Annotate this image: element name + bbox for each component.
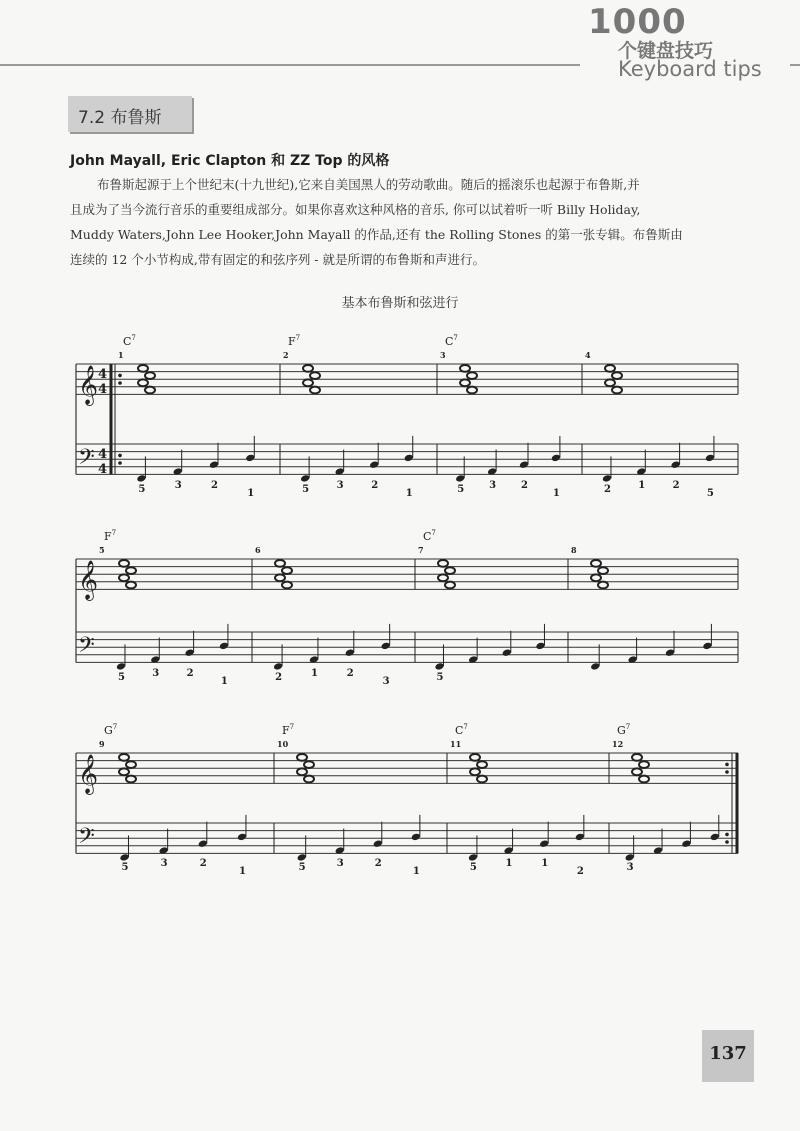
chord-symbol: $F^7$: [104, 529, 117, 543]
treble-note: [303, 379, 313, 386]
treble-note: [119, 560, 129, 567]
time-signature-bottom: 4: [98, 462, 108, 477]
fingering-number: 1: [505, 858, 513, 869]
measure-number: 12: [612, 739, 624, 749]
treble-note: [126, 567, 136, 574]
fingering-number: 5: [138, 484, 146, 495]
paragraph-line: 布鲁斯起源于上个世纪末(十九世纪),它来自美国黑人的劳动歌曲。随后的摇滚乐也起源于布鲁斯,并: [97, 177, 640, 192]
chord-symbol: $F^7$: [288, 334, 301, 348]
fingering-number: 1: [405, 488, 413, 499]
treble-note: [438, 560, 448, 567]
fingering-number: 2: [275, 672, 283, 683]
measure-number: 6: [255, 545, 261, 555]
fingering-number: 3: [382, 676, 390, 687]
figure-title: 基本布鲁斯和弦进行: [341, 296, 459, 311]
treble-note: [297, 754, 307, 761]
measure-number: 2: [283, 350, 289, 360]
fingering-number: 3: [152, 668, 160, 679]
treble-note: [598, 582, 608, 589]
treble-note: [460, 379, 470, 386]
treble-note: [119, 574, 129, 581]
header-title-en: Keyboard tips: [618, 57, 762, 81]
fingering-number: 5: [298, 862, 306, 873]
fingering-number: 1: [310, 668, 318, 679]
chord-symbol: $C^7$: [445, 334, 458, 348]
treble-note: [304, 761, 314, 768]
treble-note: [138, 365, 148, 372]
bass-clef-icon: 𝄢: [78, 824, 95, 854]
fingering-number: 3: [336, 480, 344, 491]
time-signature-top: 4: [98, 367, 108, 382]
fingering-number: 2: [603, 484, 611, 495]
measure-number: 10: [277, 739, 289, 749]
fingering-number: 5: [121, 862, 129, 873]
bass-clef-icon: 𝄢: [78, 633, 95, 663]
paragraph-line: 连续的 12 个小节构成,带有固定的和弦序列 - 就是所谓的布鲁斯和声进行。: [70, 252, 485, 267]
fingering-number: 2: [672, 480, 680, 491]
fingering-number: 1: [541, 858, 549, 869]
fingering-number: 3: [489, 480, 497, 491]
treble-note: [310, 372, 320, 379]
treble-clef-icon: 𝄞: [78, 754, 99, 794]
fingering-number: 1: [247, 488, 255, 499]
score-system: [76, 559, 738, 671]
fingering-number: 3: [174, 480, 182, 491]
measure-number: 5: [99, 545, 105, 555]
header-number: 1000: [588, 2, 687, 42]
treble-note: [145, 372, 155, 379]
fingering-number: 5: [706, 488, 714, 499]
treble-note: [632, 754, 642, 761]
time-signature-top: 4: [98, 447, 108, 462]
fingering-number: 3: [160, 858, 168, 869]
fingering-number: 5: [469, 862, 477, 873]
page-number: 137: [709, 1043, 747, 1064]
fingering-number: 1: [552, 488, 560, 499]
fingering-number: 2: [186, 668, 194, 679]
treble-note: [282, 567, 292, 574]
fingering-number: 5: [457, 484, 465, 495]
treble-note: [145, 387, 155, 394]
repeat-dot: [725, 770, 729, 774]
treble-note: [304, 776, 314, 783]
treble-note: [639, 776, 649, 783]
fingering-number: 5: [436, 672, 444, 683]
fingering-number: 1: [238, 866, 246, 877]
measure-number: 9: [99, 739, 105, 749]
chord-symbol: $C^7$: [455, 723, 468, 737]
measure-number: 8: [571, 545, 577, 555]
treble-note: [477, 776, 487, 783]
repeat-dot: [725, 840, 729, 844]
page-number-box: [702, 1030, 754, 1082]
fingering-number: 2: [199, 858, 207, 869]
treble-note: [605, 379, 615, 386]
fingering-number: 2: [521, 480, 528, 491]
measure-number: 3: [440, 350, 446, 360]
treble-note: [591, 560, 601, 567]
treble-note: [275, 560, 285, 567]
treble-note: [605, 365, 615, 372]
repeat-dot: [118, 461, 122, 465]
treble-note: [438, 574, 448, 581]
fingering-number: 1: [412, 866, 420, 877]
treble-note: [445, 582, 455, 589]
measure-number: 7: [418, 545, 424, 555]
repeat-dot: [725, 833, 729, 837]
treble-note: [467, 372, 477, 379]
chord-symbol: $C^7$: [123, 334, 136, 348]
treble-note: [126, 582, 136, 589]
treble-note: [591, 574, 601, 581]
measure-number: 11: [450, 739, 462, 749]
time-signature-bottom: 4: [98, 382, 108, 397]
treble-note: [119, 768, 129, 775]
treble-note: [445, 567, 455, 574]
repeat-dot: [725, 763, 729, 767]
header-title-cn: 个键盘技巧: [618, 40, 714, 62]
treble-note: [470, 754, 480, 761]
treble-note: [477, 761, 487, 768]
treble-note: [275, 574, 285, 581]
treble-note: [639, 761, 649, 768]
section-label: 7.2 布鲁斯: [78, 108, 162, 128]
paragraph-line: 且成为了当今流行音乐的重要组成部分。如果你喜欢这种风格的音乐, 你可以试着听一听 Billy Holiday,: [70, 202, 641, 217]
fingering-number: 1: [638, 480, 646, 491]
fingering-number: 2: [371, 480, 379, 491]
treble-note: [310, 387, 320, 394]
chord-symbol: $G^7$: [617, 723, 631, 737]
treble-note: [598, 567, 608, 574]
measure-number: 1: [118, 350, 124, 360]
treble-note: [297, 768, 307, 775]
score-system: [76, 753, 738, 862]
fingering-number: 2: [576, 866, 584, 877]
fingering-number: 2: [374, 858, 382, 869]
treble-note: [282, 582, 292, 589]
chord-symbol: $F^7$: [282, 723, 295, 737]
fingering-number: 1: [220, 676, 228, 687]
treble-clef-icon: 𝄞: [78, 560, 99, 600]
fingering-number: 5: [117, 672, 125, 683]
score-system: [76, 364, 738, 483]
treble-clef-icon: 𝄞: [78, 365, 99, 405]
bass-clef-icon: 𝄢: [78, 445, 95, 475]
measure-number: 4: [585, 350, 591, 360]
fingering-number: 2: [346, 668, 354, 679]
chord-symbol: $G^7$: [104, 723, 118, 737]
paragraph-line: Muddy Waters,John Lee Hooker,John Mayall 的作品,还有 the Rolling Stones 的第一张专辑。布鲁斯由: [70, 227, 683, 242]
repeat-dot: [118, 381, 122, 385]
treble-note: [126, 761, 136, 768]
treble-note: [119, 754, 129, 761]
repeat-dot: [118, 374, 122, 378]
chord-symbol: $C^7$: [423, 529, 436, 543]
fingering-number: 3: [626, 862, 634, 873]
treble-note: [303, 365, 313, 372]
fingering-number: 2: [211, 480, 218, 491]
subtitle: John Mayall, Eric Clapton 和 ZZ Top 的风格: [70, 153, 390, 169]
treble-note: [126, 776, 136, 783]
fingering-number: 3: [336, 858, 344, 869]
treble-note: [612, 372, 622, 379]
treble-note: [632, 768, 642, 775]
fingering-number: 5: [302, 484, 310, 495]
treble-note: [138, 379, 148, 386]
repeat-dot: [118, 454, 122, 458]
treble-note: [460, 365, 470, 372]
treble-note: [467, 387, 477, 394]
treble-note: [612, 387, 622, 394]
treble-note: [470, 768, 480, 775]
